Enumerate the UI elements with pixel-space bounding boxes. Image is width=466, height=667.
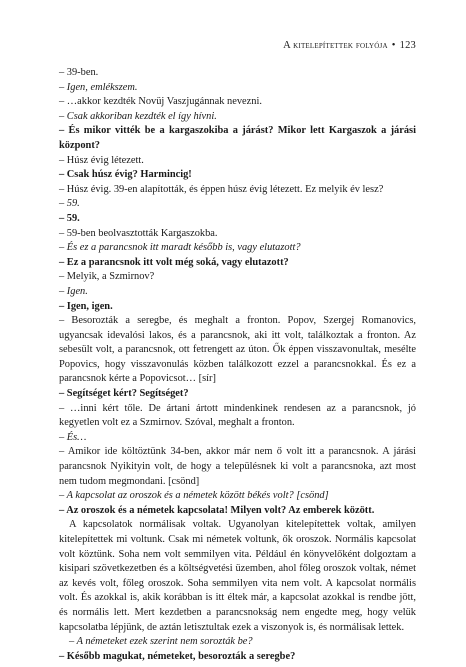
dialogue-line: – Ez a parancsnok itt volt még soká, vagy elutazott? [59,256,289,268]
dialogue-line: – És ez a parancsnok itt maradt később is, vagy elutazott? [59,242,301,254]
dialogue-line: A kapcsolatok normálisak voltak. Ugyanolyan kitelepítettek voltak, amilyen kitelepítettek mi voltunk. Csak mi németek voltunk, ők oroszok. Normális kapcsolat volt köztünk. Soha nem volt semmilyen vita. Például én könyvelőként dolgoztam a kisipari szövetkezetben és a költségvetési üzemben, ahol főleg oroszok voltak, német az kevés volt, főleg oroszok. Soha semmilyen vita nem volt. A kapcsolat normális volt. És azokkal is, akik korábban is itt éltek már, a kapcsolat azokkal is rendbe jött, és normális lett. Mert kezdetben a parancsnokság nem engedte meg, hogy velük kapcsolatba lépjünk, de aztán letisztultak ezek a viszonyok is, és normálisak lettek. [59,519,416,633]
dialogue-line: – …akkor kezdték Novüj Vaszjugánnak nevezni. [59,96,262,108]
dialogue-line: – 59-ben beolvasztották Kargaszokba. [59,227,218,239]
dialogue-line: – A kapcsolat az oroszok és a németek között békés volt? [csönd] [59,490,329,502]
dialogue-line: – Csak húsz évig? Harmincig! [59,169,192,181]
dialogue-line: – Húsz évig. 39-en alapították, és éppen húsz évig létezett. Ez melyik év lesz? [59,183,384,195]
dialogue-line: – Csak akkoriban kezdték el így hívni. [59,110,217,122]
dialogue-line: – Igen, igen. [59,300,113,312]
dialogue-line: – Igen, emlékszem. [59,81,138,93]
dialogue-line: – Később magukat, németeket, besorozták a seregbe? [59,650,296,662]
dialogue-line: – 59. [59,212,80,224]
dialogue-line: – A németeket ezek szerint nem sorozták be? [69,636,253,648]
dialogue-line: – Igen. [59,285,88,297]
page-number: 123 [399,40,416,51]
dialogue-line: – Húsz évig létezett. [59,154,144,166]
dialogue-line: – 39-ben. [59,67,99,78]
dialogue-line: – Besorozták a seregbe, és meghalt a fronton. Popov, Szergej Romanovics, ugyancsak idevalósi lakos, és a parancsnok, aki itt volt, találkoztak a fronton. Az sebesült volt, a parancsnok, ott fetrengett az úton. Ők éppen visszavonultak, mesélte Popovics, hogy visszavonulás közben találkozott ezzel a parancsnokkal. És ez a parancsnok kérte a Popovicsot… [sír] [59,315,416,385]
dialogue-line: – Segítséget kért? Segítséget? [59,388,189,400]
running-header [283,40,416,51]
dialogue-line: – Az oroszok és a németek kapcsolata! Milyen volt? Az emberek között. [59,504,375,516]
dialogue-line: – Melyik, a Szmirnov? [59,271,155,283]
dialogue-line: – Amikor ide költöztünk 34-ben, akkor már nem ő volt itt a parancsnok. A járási parancsnok Nyikityin volt, de hogy a településnek ki volt a parancsnoka, azt most nem tudom megmondani. [csönd] [59,446,416,487]
running-title: A kitelepítettek folyója [283,40,388,51]
header-separator: • [391,40,396,51]
dialogue-line: – És… [59,431,87,443]
dialogue-line: – És mikor vitték be a kargaszokiba a járást? Mikor lett Kargaszok a járási központ? [59,125,416,151]
body-text [59,66,416,664]
dialogue-line: – …inni kért tőle. De ártani ártott mindenkinek rendesen az a parancsnok, jó kegyetlen volt ez a Szmirnov. Szóval, meghalt a fronton. [59,402,416,429]
dialogue-line: – 59. [59,198,80,210]
